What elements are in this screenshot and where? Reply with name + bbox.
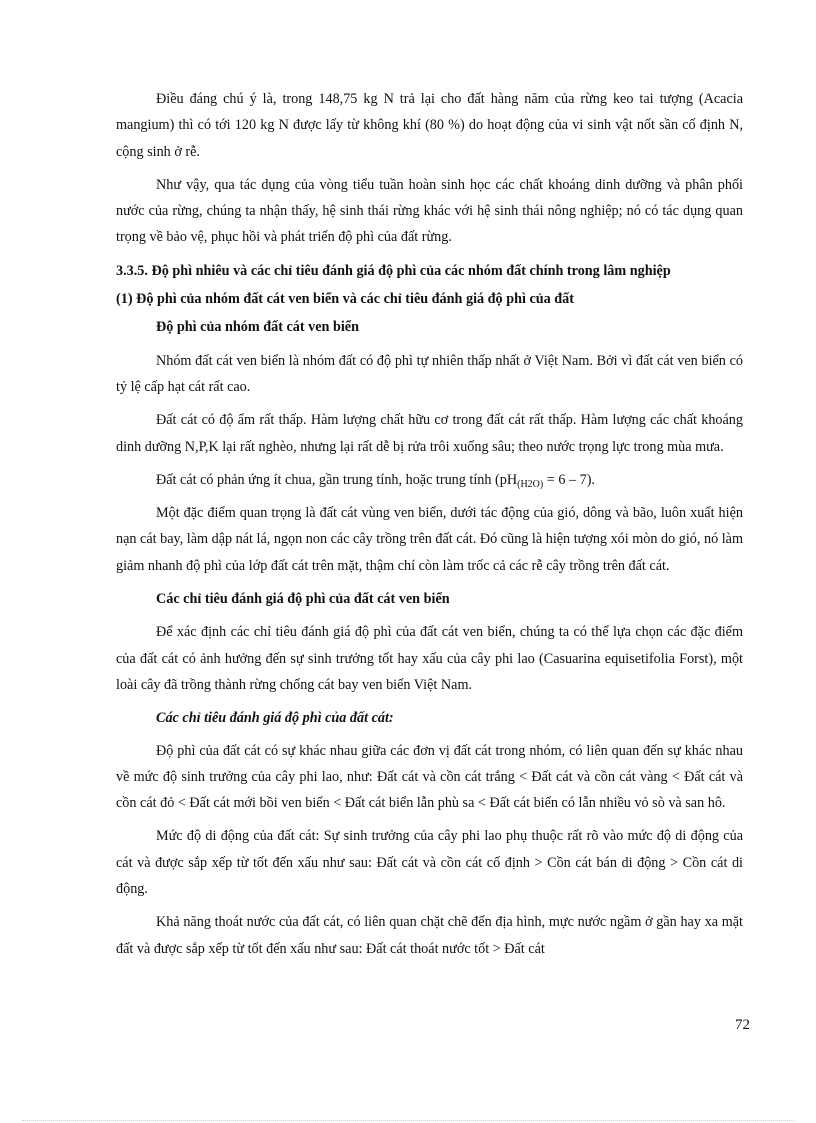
paragraph-coastal-sand-group: Nhóm đất cát ven biển là nhóm đất có độ phì tự nhiên thấp nhất ở Việt Nam. Bởi vì đất cát ven biển có tỷ lệ cấp hạt cát rất cao. [116,352,743,395]
paragraph-casuarina: Để xác định các chỉ tiêu đánh giá độ phì của đất cát ven biển, chúng ta có thể lựa chọn các đặc điểm của đất cát có ảnh hưởng đến sự sinh trưởng tốt hay xấu của cây phi lao (Casuarina equisetifolia Forst), một loài cây đã trồng thành rừng chống cát bay ven biển Việt Nam. [116,624,743,693]
footer-divider [22,1120,794,1121]
paragraph-drainage: Khả năng thoát nước của đất cát, có liên quan chặt chẽ đến địa hình, mực nước ngầm ở gần hay xa mặt đất và được sắp xếp từ tốt đến xấu như sau: Đất cát thoát nước tốt > Đất cát [116,914,743,957]
page-number: 72 [735,1017,750,1033]
subsection-heading-1: (1) Độ phì của nhóm đất cát ven biển và các chỉ tiêu đánh giá độ phì của đất [116,291,574,308]
paragraph-nitrogen-fixation: Điều đáng chú ý là, trong 148,75 kg N trả lại cho đất hàng năm của rừng keo tai tượng (Acacia mangium) thì có tới 120 kg N được lấy từ không khí (80 %) do hoạt động của vi sinh vật nốt sần cố định N, cộng sinh ở rễ. [116,91,743,160]
ph-text-before: Đất cát có phản ứng ít chua, gần trung tính, hoặc trung tính (pH [156,471,518,488]
paragraph-sand-units: Độ phì của đất cát có sự khác nhau giữa các đơn vị đất cát trong nhóm, có liên quan đến sự khác nhau về mức độ sinh trưởng của cây phi lao, như: Đất cát và cồn cát trắng < Đất cát và cồn cát vàng < Đất cát và cồn cát đỏ < Đất cát mới bồi ven biển < Đất cát biển lẫn phù sa < Đất cát biển có lẫn nhiều vỏ sò và san hô. [116,742,743,812]
subheading-criteria-list: Các chỉ tiêu đánh giá độ phì của đất cát: [156,710,394,727]
page-body [116,86,743,969]
paragraph-wind-erosion: Một đặc điểm quan trọng là đất cát vùng ven biển, dưới tác động của gió, dông và bão, luôn xuất hiện nạn cát bay, làm dập nát lá, ngọn non các cây trồng trên đất cát. Đó cũng là hiện tượng xói mòn do gió, nó làm giảm nhanh độ phì của lớp đất cát trên mặt, thậm chí còn làm trốc cả các rễ cây trồng trên đất cát. [116,505,743,574]
ph-subscript: (H2O) [517,478,544,490]
paragraph-sand-mobility: Mức độ di động của đất cát: Sự sinh trưởng của cây phi lao phụ thuộc rất rõ vào mức độ di động của cát và được sắp xếp từ tốt đến xấu như sau: Đất cát và cồn cát cố định > Cồn cát bán di động > Cồn cát di động. [116,828,743,898]
paragraph-forest-ecosystem: Như vậy, qua tác dụng của vòng tiểu tuần hoàn sinh học các chất khoáng dinh dưỡng và phân phối nước của rừng, chúng ta nhận thấy, hệ sinh thái rừng khác với hệ sinh thái nông nghiệp; nó có tác dụng quan trọng về bảo vệ, phục hồi và phát triển độ phì của đất rừng. [116,176,743,246]
section-heading-3-3-5: 3.3.5. Độ phì nhiêu và các chỉ tiêu đánh giá độ phì của các nhóm đất chính trong lâm nghiệp [116,262,671,279]
subheading-coastal-sand-fertility: Độ phì của nhóm đất cát ven biển [156,319,359,336]
subheading-evaluation-criteria: Các chỉ tiêu đánh giá độ phì của đất cát ven biển [156,591,450,608]
paragraph-sand-ph [116,467,743,493]
ph-text-after: = 6 – 7). [543,471,595,488]
paragraph-sand-moisture: Đất cát có độ ẩm rất thấp. Hàm lượng chất hữu cơ trong đất cát rất thấp. Hàm lượng các chất khoáng dinh dưỡng N,P,K lại rất nghèo, nhưng lại rất dễ bị rửa trôi xuống sâu; theo nước trọng lực trong mùa mưa. [116,412,743,455]
